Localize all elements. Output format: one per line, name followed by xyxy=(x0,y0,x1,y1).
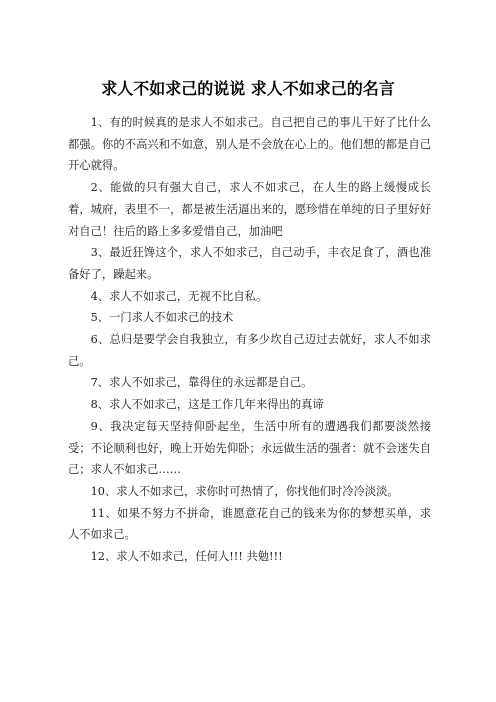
document-title: 求人不如求己的说说 求人不如求己的名言 xyxy=(101,79,395,98)
paragraph: 6、总归是要学会自我独立，有多少坎自己迈过去就好，求人不如求己。 xyxy=(68,333,431,368)
paragraph: 12、求人不如求己，任何人!!! 共勉!!! xyxy=(90,550,283,564)
paragraph: 8、求人不如求己，这是工作几年来得出的真谛 xyxy=(90,398,324,412)
paragraph: 10、求人不如求己，求你时可热情了，你找他们时冷冷淡淡。 xyxy=(90,484,399,498)
paragraph: 4、求人不如求己，无视不比自私。 xyxy=(90,289,268,303)
paragraph: 11、如果不努力不拼命，谁愿意花自己的钱来为你的梦想买单，求人不如求己。 xyxy=(68,506,431,542)
paragraph: 3、最近狂馋这个，求人不如求己，自己动手，丰衣足食了，酒也准备好了，躁起来。 xyxy=(68,246,431,281)
paragraph: 9、我决定每天坚持仰卧起坐，生活中所有的遭遇我们都要淡然接受；不论顺利也好，晚上开始先仰卧；永远做生活的强者：就不会迷失自己；求人不如求己…… xyxy=(68,419,431,477)
paragraph: 5、一门求人不如求己的技术 xyxy=(90,311,234,325)
paragraph: 2、能做的只有强大自己，求人不如求己，在人生的路上缓慢成长着，城府，表里不一，都是被生活逼出来的，愿珍惜在单纯的日子里好好对自己！往后的路上多多爱惜自己，加油吧 xyxy=(68,181,431,238)
document-body xyxy=(68,112,431,568)
paragraph: 7、求人不如求己，靠得住的永远都是自己。 xyxy=(90,376,313,390)
paragraph: 1、有的时候真的是求人不如求己。自己把自己的事儿干好了比什么都强。你的不高兴和不如意，别人是不会放在心上的。他们想的都是自己开心就得。 xyxy=(68,116,431,173)
